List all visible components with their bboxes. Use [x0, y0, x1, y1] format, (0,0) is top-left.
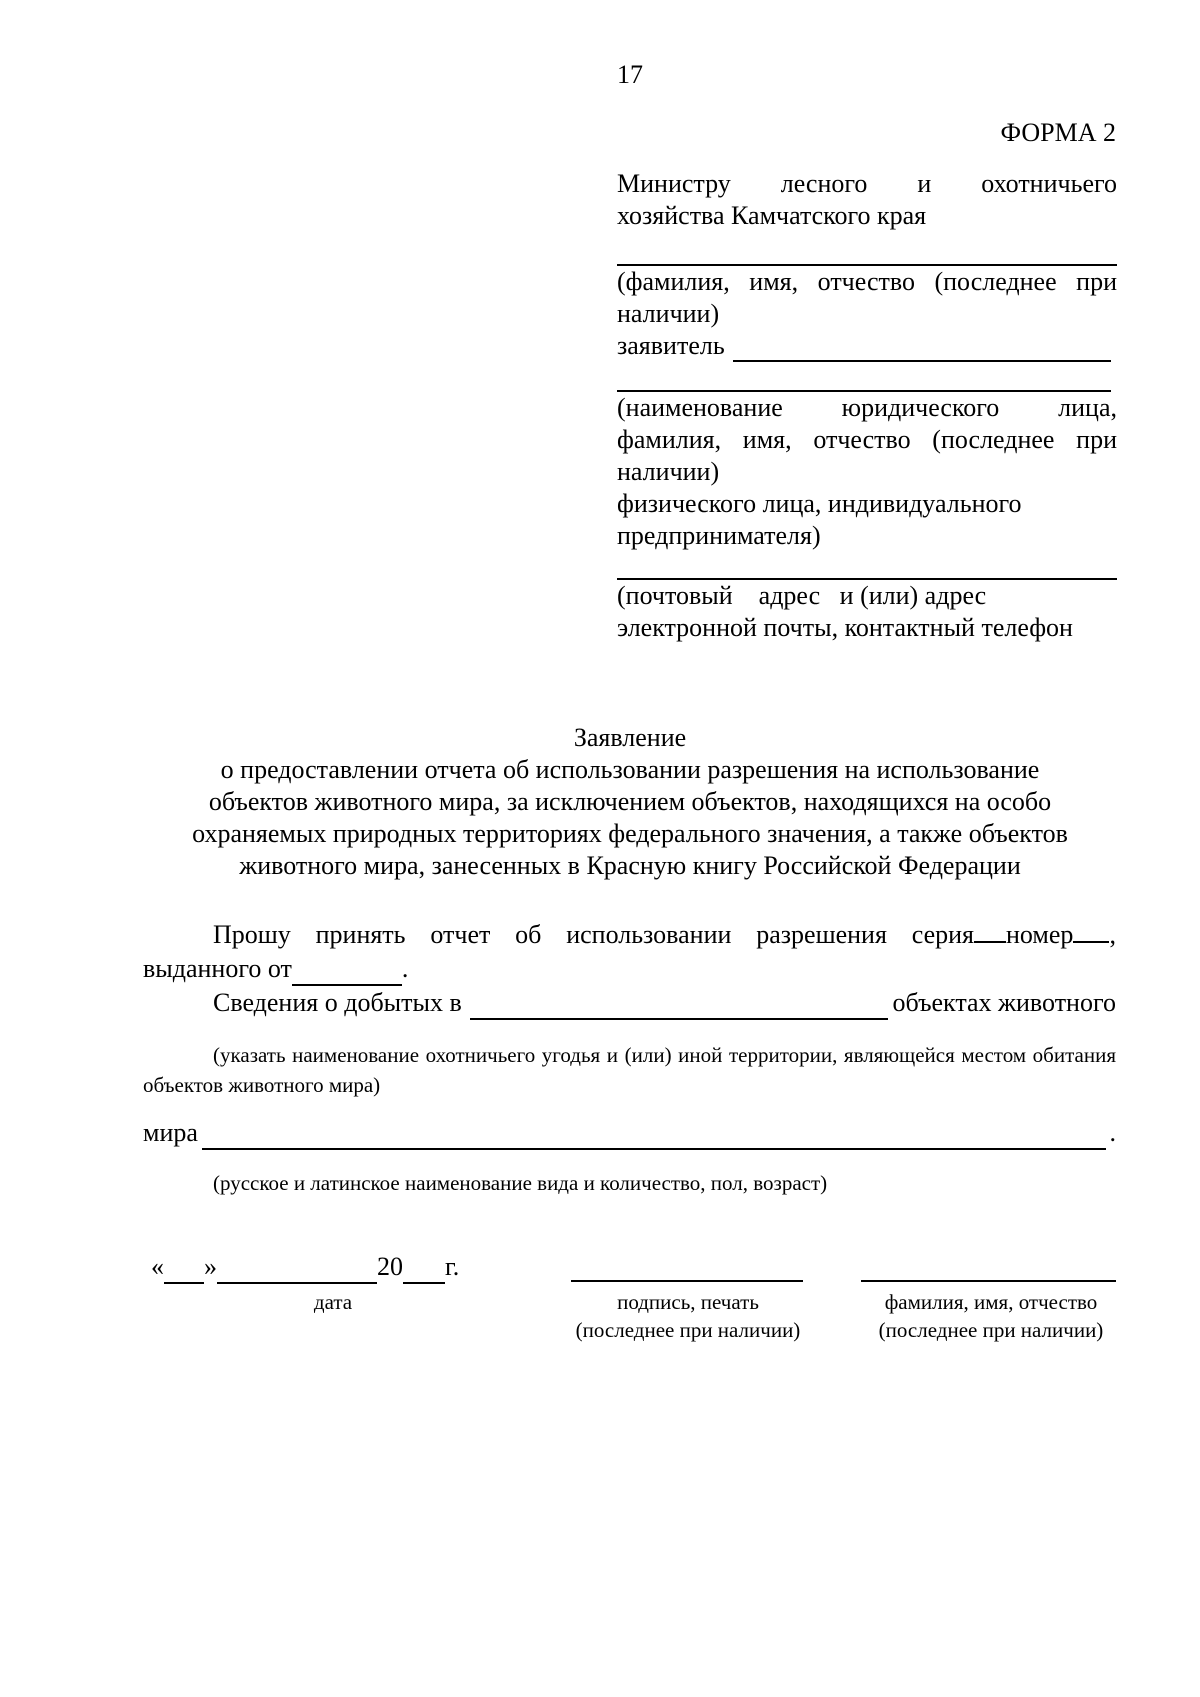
quote-open: « [151, 1252, 164, 1282]
series-field [912, 918, 1116, 952]
species-input-line[interactable] [202, 1126, 1106, 1150]
fio-caption-2: наличии) [617, 299, 720, 328]
info-line [143, 986, 1116, 1020]
info-tail: объектах животного [892, 988, 1116, 1018]
request-word-1: Прошу [213, 920, 291, 950]
date-row [151, 1250, 459, 1284]
year-prefix: 20 [377, 1252, 403, 1282]
org-caption-2: фамилия, имя, отчество (последнее при [617, 425, 1117, 454]
mira-label: мира [143, 1118, 198, 1148]
org-caption-1: (наименование юридического лица, [617, 393, 1117, 422]
signature-caption-1: подпись, печать [617, 1290, 759, 1314]
name-caption-1: фамилия, имя, отчество [884, 1290, 1098, 1314]
contact-caption-1: (почтовый адрес и (или) адрес [617, 581, 987, 610]
addressee-line-1: Министру лесного и охотничьего [617, 169, 1117, 198]
heading-line-1: о предоставлении отчета об использовании разрешения на использование [220, 755, 1040, 784]
name-caption [846, 1288, 1136, 1344]
name-caption-2: (последнее при наличии) [878, 1318, 1104, 1342]
request-word-3: отчет [430, 920, 491, 950]
quote-close: » [204, 1252, 217, 1282]
number-input[interactable] [1073, 919, 1109, 943]
signer-name-input-line[interactable] [861, 1280, 1116, 1282]
signature-caption-2: (последнее при наличии) [575, 1318, 801, 1342]
mira-end: . [1109, 1118, 1116, 1148]
request-line-2 [143, 952, 1116, 986]
heading-line-2: объектов животного мира, за исключением объектов, находящихся на особо [208, 787, 1052, 816]
request-comma: , [1109, 920, 1116, 950]
applicant-label: заявитель [617, 331, 725, 360]
request-line-1 [143, 918, 1116, 952]
month-input[interactable] [217, 1260, 377, 1284]
fio-caption-1: (фамилия, имя, отчество (последнее при [617, 267, 1117, 296]
request-word-5: использовании [566, 920, 732, 950]
document-title: Заявление [573, 723, 687, 752]
series-label: серия [911, 920, 975, 950]
issued-from-label: выданного от [143, 954, 292, 984]
issued-date-input[interactable] [292, 962, 402, 986]
request-word-2: принять [315, 920, 406, 950]
document-heading [130, 722, 1130, 882]
request-paragraph [143, 918, 1116, 986]
heading-line-3: охраняемых природных территориях федерального значения, а также объектов [192, 819, 1068, 848]
territory-note: (указать наименование охотничьего угодья и (или) иной территории, являющейся местом обитания объектов животного мира) [143, 1043, 1116, 1097]
info-lead: Сведения о добытых в [213, 988, 462, 1018]
series-input[interactable] [974, 919, 1006, 943]
addressee-block [617, 168, 1117, 644]
contact-caption-2: электронной почты, контактный телефон [617, 613, 1073, 642]
request-period: . [401, 954, 409, 984]
info-paragraph [143, 986, 1116, 1020]
form-label: ФОРМА 2 [1000, 118, 1116, 147]
number-label: номер [1006, 920, 1074, 950]
request-word-4: об [515, 920, 542, 950]
signature-caption [543, 1288, 833, 1344]
org-caption-3: наличии) [617, 457, 720, 486]
org-caption-4: физического лица, индивидуального [617, 489, 1022, 518]
applicant-row [617, 330, 1117, 362]
org-caption-5: предпринимателя) [617, 521, 821, 550]
territory-input-line[interactable] [470, 996, 889, 1020]
page-number: 17 [617, 60, 643, 89]
request-word-6: разрешения [756, 920, 887, 950]
species-note: (русское и латинское наименование вида и количество, пол, возраст) [213, 1171, 828, 1195]
applicant-input-line[interactable] [733, 338, 1111, 362]
species-row [143, 1116, 1116, 1150]
day-input[interactable] [164, 1260, 204, 1284]
year-input[interactable] [403, 1260, 445, 1284]
date-caption: дата [313, 1290, 353, 1314]
heading-line-4: животного мира, занесенных в Красную книгу Российской Федерации [239, 851, 1021, 880]
year-suffix: г. [445, 1252, 460, 1282]
addressee-line-2: хозяйства Камчатского края [617, 201, 927, 230]
signature-input-line[interactable] [571, 1280, 803, 1282]
